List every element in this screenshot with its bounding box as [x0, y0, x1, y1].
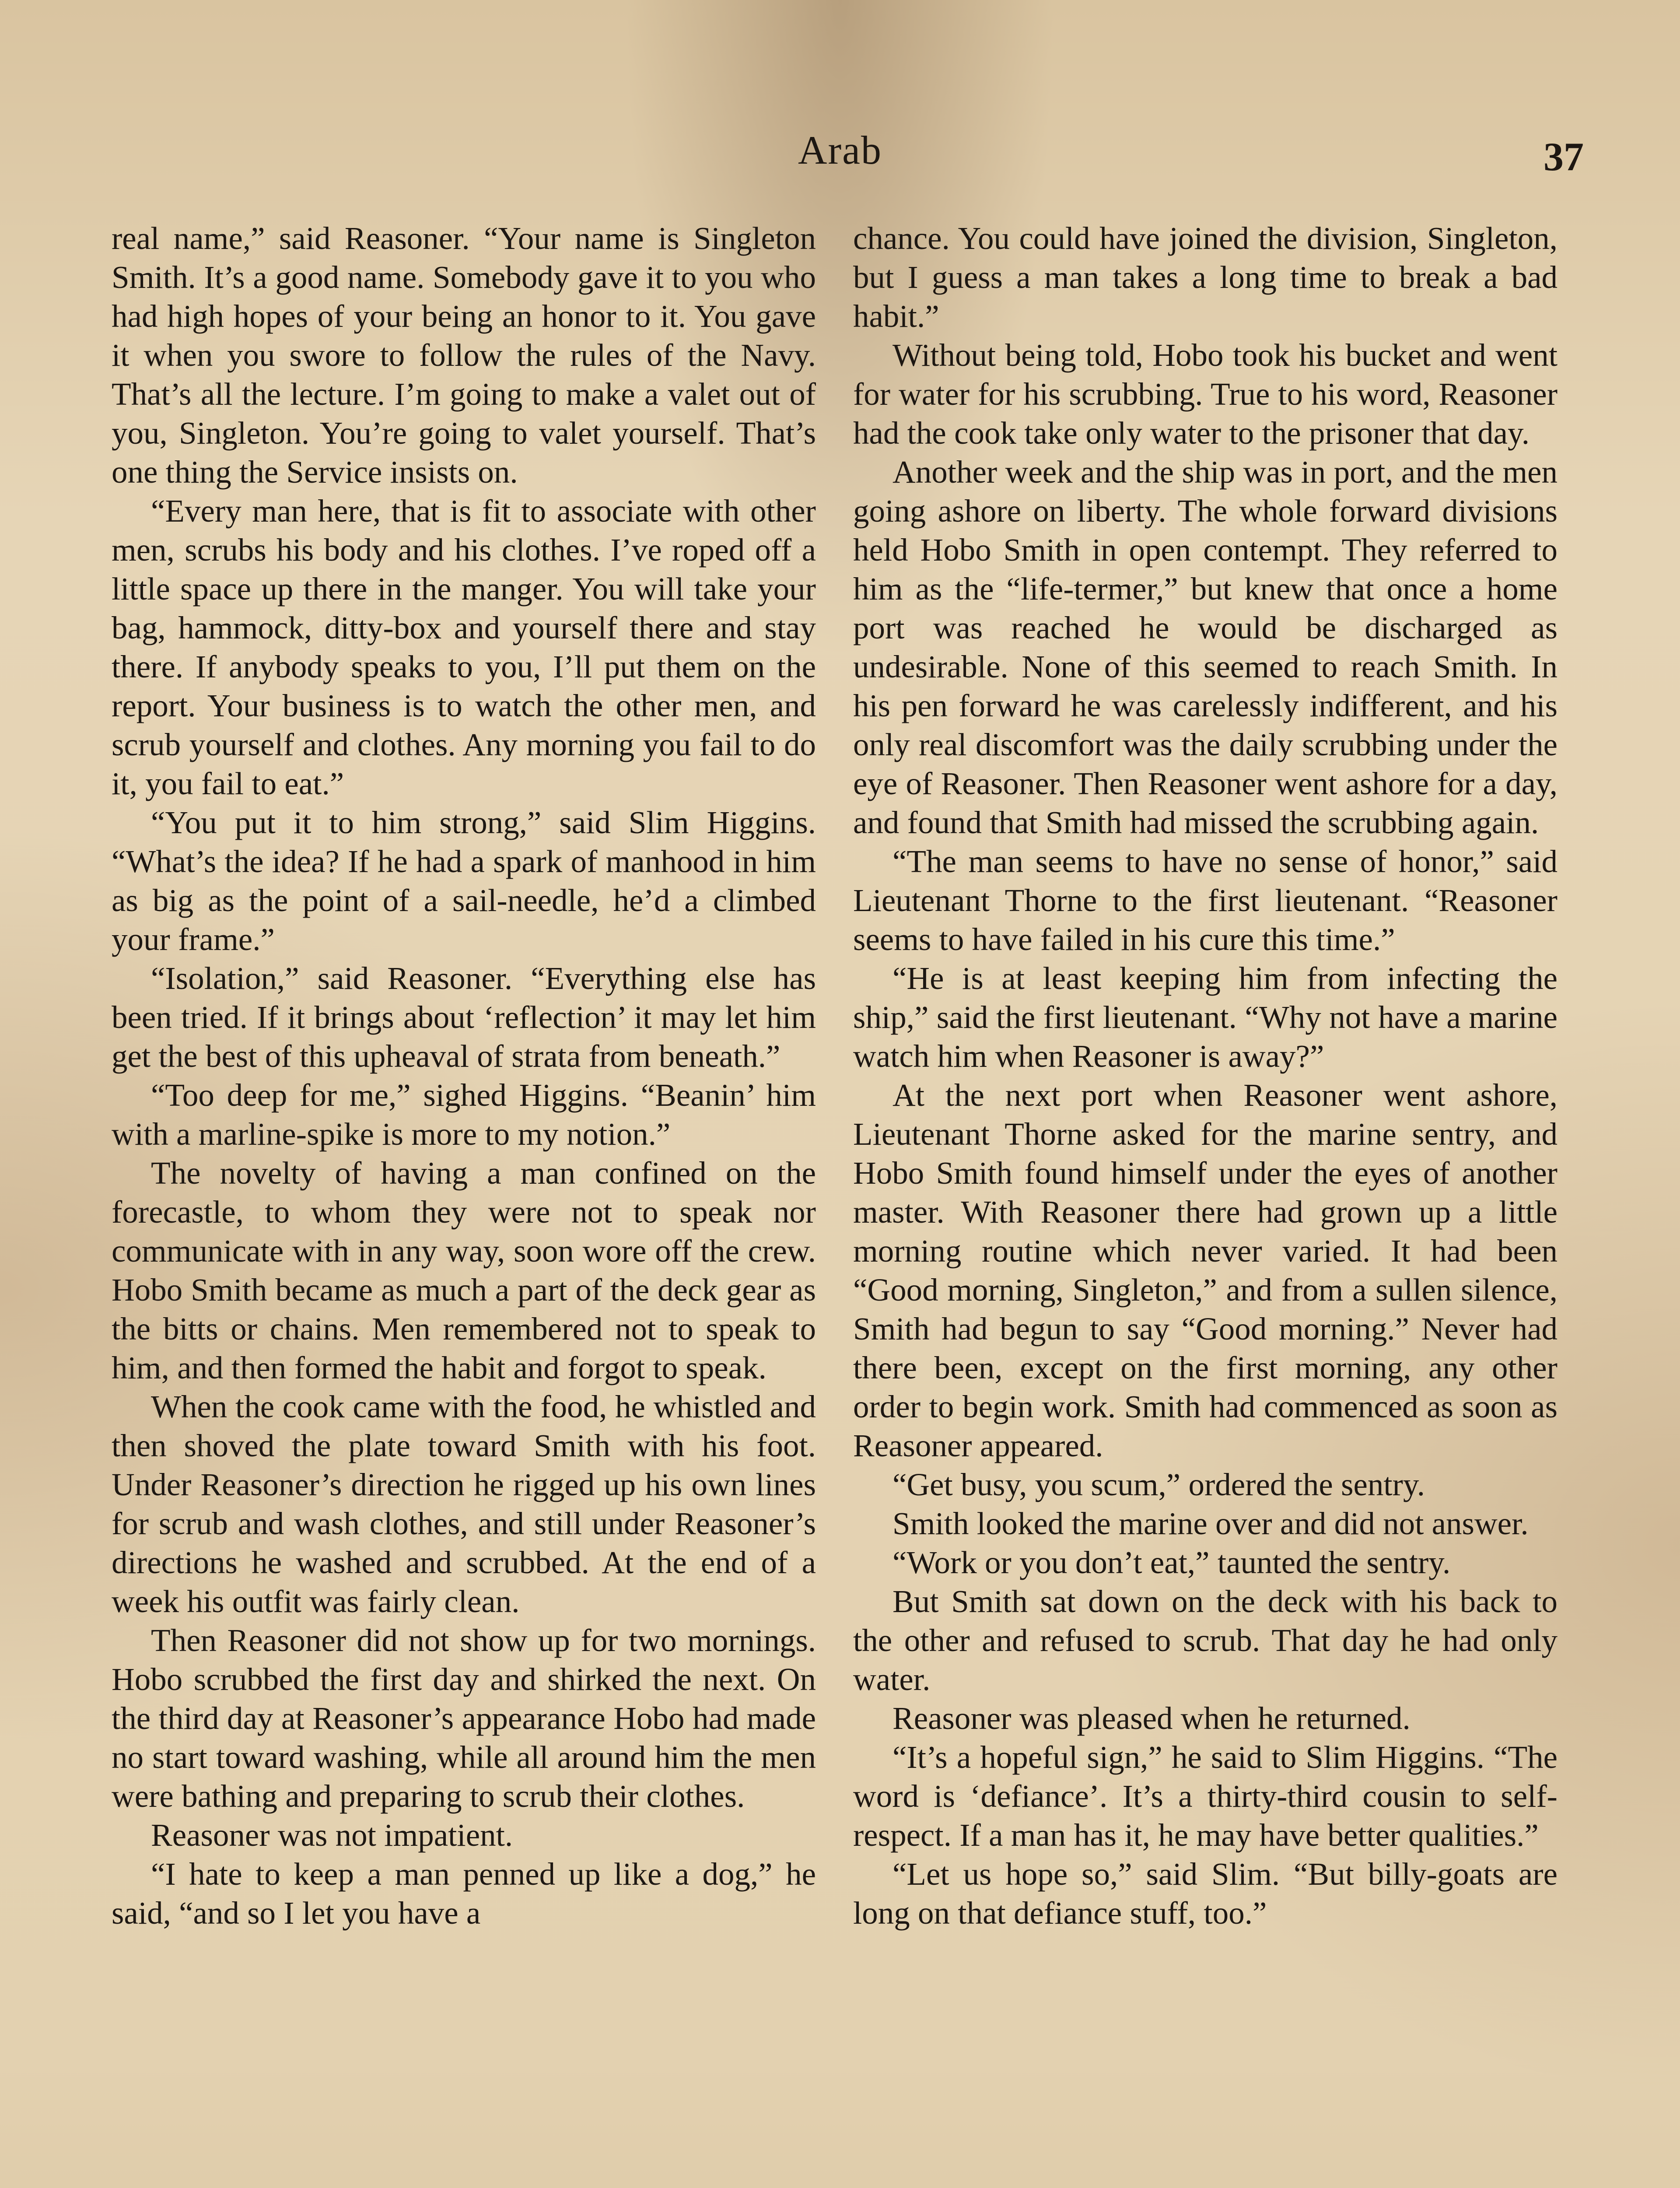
paragraph: “Let us hope so,” said Slim. “But billy-goats are long on that defiance stuff, too.” [853, 1856, 1558, 1931]
paragraph: “Too deep for me,” sighed Higgins. “Beanin’ him with a marline-spike is more to my notion.” [112, 1077, 816, 1152]
paragraph: Reasoner was pleased when he returned. [892, 1701, 1410, 1736]
paragraph: Another week and the ship was in port, and the men going ashore on liberty. The whole forward divisions held Hobo Smith in open contempt. They referred to him as the “life-termer,” but knew that once a home port was reached he would be discharged as undesirable. None of this seemed to reach Smith. In his pen forward he was carelessly indifferent, and his only real discomfort was the daily scrubbing under the eye of Reasoner. Then Reasoner went ashore for a day, and found that Smith had missed the scrubbing again. [853, 454, 1558, 840]
running-head-title: Arab [798, 128, 882, 172]
paragraph: Then Reasoner did not show up for two mornings. Hobo scrubbed the first day and shirked the next. On the third day at Reasoner’s appearance Hobo had made no start toward washing, while all around him the men were bathing and preparing to scrub their clothes. [112, 1623, 816, 1814]
paragraph: “The man seems to have no sense of honor,” said Lieutenant Thorne to the first lieutenant. “Reasoner seems to have failed in his cure this time.” [853, 844, 1558, 957]
paragraph: “Isolation,” said Reasoner. “Everything else has been tried. If it brings about ‘reflection’ it may let him get the best of this upheaval of strata from beneath.” [112, 961, 816, 1074]
paragraph: “Get busy, you scum,” ordered the sentry. [892, 1467, 1425, 1502]
paragraph: When the cook came with the food, he whistled and then shoved the plate toward Smith with his foot. Under Reasoner’s direction he rigged up his own lines for scrub and wash clothes, and still under Reasoner’s directions he washed and scrubbed. At the end of a week his outfit was fairly clean. [112, 1389, 816, 1619]
paragraph: chance. You could have joined the division, Singleton, but I guess a man takes a long time to break a bad habit.” [853, 221, 1558, 334]
paragraph: “I hate to keep a man penned up like a dog,” he said, “and so I let you have a [112, 1856, 816, 1931]
paragraph: “He is at least keeping him from infecting the ship,” said the first lieutenant. “Why not have a marine watch him when Reasoner is away?” [853, 961, 1558, 1074]
left-column [112, 219, 816, 2188]
page-number: 37 [1544, 134, 1584, 179]
right-column [853, 219, 1558, 2188]
paragraph: At the next port when Reasoner went ashore, Lieutenant Thorne asked for the marine sentry, and Hobo Smith found himself under the eyes of another master. With Reasoner there had grown up a little morning routine which never varied. It had been “Good morning, Singleton,” and from a sullen silence, Smith had begun to say “Good morning.” Never had there been, except on the first morning, any other order to begin work. Smith had commenced as soon as Reasoner appeared. [853, 1077, 1558, 1463]
paragraph: Smith looked the marine over and did not answer. [892, 1506, 1529, 1541]
paragraph: “Work or you don’t eat,” taunted the sentry. [892, 1545, 1451, 1580]
paragraph: real name,” said Reasoner. “Your name is Singleton Smith. It’s a good name. Somebody gave it to you who had high hopes of your being an honor to it. You gave it when you swore to follow the rules of the Navy. That’s all the lecture. I’m going to make a valet out of you, Singleton. You’re going to valet yourself. That’s one thing the Service insists on. [112, 221, 816, 490]
paragraph: “Every man here, that is fit to associate with other men, scrubs his body and his clothes. I’ve roped off a little space up there in the manger. You will take your bag, hammock, ditty-box and yourself there and stay there. If anybody speaks to you, I’ll put them on the report. Your business is to watch the other men, and scrub yourself and clothes. Any morning you fail to do it, you fail to eat.” [112, 493, 816, 801]
paragraph: The novelty of having a man confined on the forecastle, to whom they were not to speak nor communicate with in any way, soon wore off the crew. Hobo Smith became as much a part of the deck gear as the bitts or chains. Men remembered not to speak to him, and then formed the habit and forgot to speak. [112, 1155, 816, 1385]
paragraph: But Smith sat down on the deck with his back to the other and refused to scrub. That day he had only water. [853, 1584, 1558, 1697]
paragraph: Without being told, Hobo took his bucket and went for water for his scrubbing. True to his word, Reasoner had the cook take only water to the prisoner that day. [853, 337, 1558, 451]
paragraph: “You put it to him strong,” said Slim Higgins. “What’s the idea? If he had a spark of manhood in him as big as the point of a sail-needle, he’d a climbed your frame.” [112, 805, 816, 957]
paragraph: Reasoner was not impatient. [151, 1817, 513, 1853]
paragraph: “It’s a hopeful sign,” he said to Slim Higgins. “The word is ‘defiance’. It’s a thirty-third cousin to self-respect. If a man has it, he may have better qualities.” [853, 1739, 1558, 1853]
